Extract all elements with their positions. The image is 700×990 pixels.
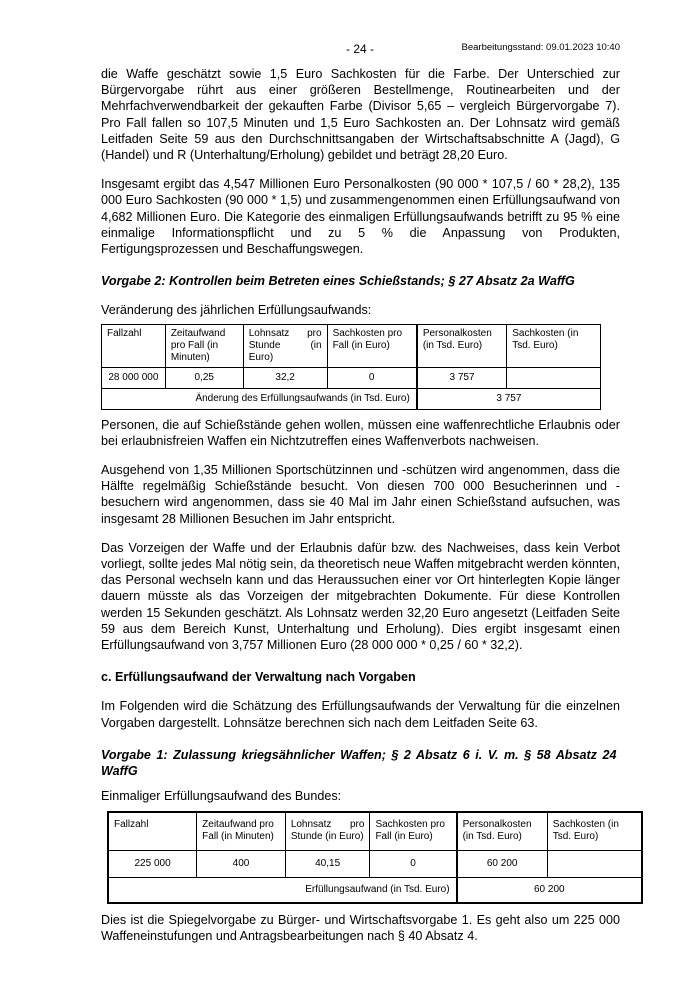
header-sachkosten-tsd: Sachkosten (in Tsd. Euro) bbox=[547, 812, 642, 851]
cell-personalkosten: 60 200 bbox=[457, 850, 548, 877]
cell-sachkosten-fall: 0 bbox=[370, 850, 457, 877]
vorgabe-1-heading: Vorgabe 1: Zulassung kriegsähnlicher Waffen; § 2 Absatz 6 i. V. m. § 58 Absatz 24 WaffG bbox=[101, 747, 617, 779]
one-time-cost-table bbox=[107, 811, 643, 904]
page-number: - 24 - bbox=[346, 42, 375, 56]
paragraph-spiegelvorgabe: Dies ist die Spiegelvorgabe zu Bürger- und Wirtschaftsvorgabe 1. Es geht also um 225 000 Waffeneinstufungen und Antragsbearbeitungen nach § 40 Absatz 4. bbox=[101, 912, 620, 943]
section-c-heading: c. Erfüllungsaufwand der Verwaltung nach Vorgaben bbox=[101, 670, 416, 685]
paragraph-sportschuetzen: Ausgehend von 1,35 Millionen Sportschützinnen und -schützen wird angenommen, dass die Hälfte regelmäßig Schießstände besucht. Von diesen 700 000 Besucherinnen und -besuchern wird angenommen, dass sie 40 Mal im Jahr einen Schießstand aufsuchen, was insgesamt 28 Millionen Besuchen im Jahr entspricht. bbox=[101, 463, 620, 526]
annual-cost-table bbox=[101, 324, 601, 410]
cell-sachkosten-tsd bbox=[547, 850, 642, 877]
sum-label: Erfüllungsaufwand (in Tsd. Euro) bbox=[108, 877, 457, 903]
header-sachkosten-fall: Sachkosten pro Fall (in Euro) bbox=[327, 324, 417, 367]
page-content bbox=[101, 66, 620, 944]
sum-value: 3 757 bbox=[417, 388, 601, 409]
sum-value: 60 200 bbox=[457, 877, 642, 903]
cell-sachkosten-tsd bbox=[507, 367, 601, 388]
header-sachkosten-tsd: Sachkosten (in Tsd. Euro) bbox=[507, 324, 601, 367]
paragraph-farbe-kosten: die Waffe geschätzt sowie 1,5 Euro Sachkosten für die Farbe. Der Unterschied zur Bürgervorgabe rührt aus einer größeren Bestellmenge, Routinearbeiten und der Mehrfachverwendbarkeit der gekauften Farbe (Divisor 5,65 – vergleich Bürgervorgabe 7). Pro Fall fallen so 107,5 Minuten und 1,5 Euro Sachkosten an. Der Lohnsatz wird gemäß Leitfaden Seite 59 aus den Durchschnittsangaben der Wirtschaftsabschnitte A (Jagd), G (Handel) und R (Unterhaltung/Erholung) gebildet und beträgt 28,20 Euro. bbox=[101, 67, 620, 163]
vorgabe-2-heading: Vorgabe 2: Kontrollen beim Betreten eines Schießstands; § 27 Absatz 2a WaffG bbox=[101, 274, 575, 289]
cell-fallzahl: 28 000 000 bbox=[102, 367, 166, 388]
cell-sachkosten-fall: 0 bbox=[327, 367, 417, 388]
header-fallzahl: Fallzahl bbox=[102, 324, 166, 367]
cell-fallzahl: 225 000 bbox=[108, 850, 197, 877]
header-lohnsatz: Lohnsatz pro Stunde (in Euro) bbox=[243, 324, 327, 367]
paragraph-vorzeigen: Das Vorzeigen der Waffe und der Erlaubnis dafür bzw. des Nachweises, dass kein Verbot vorliegt, sollte jedes Mal nötig sein, da theoretisch neue Waffen mitgebracht werden könnten, das Personal wechseln kann und das Heraussuchen einer vor Ort hinterlegten Kopie länger dauern müsste als das Vorzeigen der mitgebrachten Dokumente. Für diese Kontrollen werden 15 Sekunden geschätzt. Als Lohnsatz werden 32,20 Euro angesetzt (Leitfaden Seite 59 aus dem Bereich Kunst, Unterhaltung und Erholung). Dies ergibt insgesamt einen Erfüllungsaufwand von 3,757 Millionen Euro (28 000 000 * 0,25 / 60 * 32,2). bbox=[101, 540, 620, 653]
header-lohnsatz: Lohnsatz pro Stunde (in Euro) bbox=[285, 812, 370, 851]
cell-zeitaufwand: 0,25 bbox=[165, 367, 243, 388]
paragraph-insgesamt: Insgesamt ergibt das 4,547 Millionen Euro Personalkosten (90 000 * 107,5 / 60 * 28,2), 135 000 Euro Sachkosten (90 000 * 1,5) und zusammengenommen einen Erfüllungsaufwand von 4,682 Millionen Euro. Die Kategorie des einmaligen Erfüllungsaufwands betrifft zu 95 % eine einmalige Informationspflicht und zu 5 % die Anpassung von Produkten, Fertigungsprozessen und Beschaffungswegen. bbox=[101, 177, 620, 257]
header-zeitaufwand: Zeitaufwand pro Fall (in Minuten) bbox=[165, 324, 243, 367]
cell-lohnsatz: 32,2 bbox=[243, 367, 327, 388]
cell-personalkosten: 3 757 bbox=[417, 367, 507, 388]
header-personalkosten: Personalkosten (in Tsd. Euro) bbox=[417, 324, 507, 367]
header-personalkosten: Personalkosten (in Tsd. Euro) bbox=[457, 812, 548, 851]
header-zeitaufwand: Zeitaufwand pro Fall (in Minuten) bbox=[197, 812, 286, 851]
paragraph-erlaubnis: Personen, die auf Schießstände gehen wollen, müssen eine waffenrechtliche Erlaubnis oder bei erlaubnisfreien Waffen ein Nichtzutreffen eines Waffenverbots nachweisen. bbox=[101, 417, 620, 448]
sum-label: Änderung des Erfüllungsaufwands (in Tsd. Euro) bbox=[102, 388, 417, 409]
page-header bbox=[100, 42, 620, 56]
cell-lohnsatz: 40,15 bbox=[285, 850, 370, 877]
header-sachkosten-fall: Sachkosten pro Fall (in Euro) bbox=[370, 812, 457, 851]
table1-intro: Veränderung des jährlichen Erfüllungsaufwands: bbox=[101, 303, 372, 318]
revision-stamp: Bearbeitungsstand: 09.01.2023 10:40 bbox=[461, 42, 620, 53]
table2-intro: Einmaliger Erfüllungsaufwand des Bundes: bbox=[101, 789, 342, 804]
cell-zeitaufwand: 400 bbox=[197, 850, 286, 877]
header-fallzahl: Fallzahl bbox=[108, 812, 197, 851]
paragraph-verwaltung: Im Folgenden wird die Schätzung des Erfüllungsaufwands der Verwaltung für die einzelnen Vorgaben dargestellt. Lohnsätze berechnen sich nach dem Leitfaden Seite 63. bbox=[101, 699, 620, 730]
